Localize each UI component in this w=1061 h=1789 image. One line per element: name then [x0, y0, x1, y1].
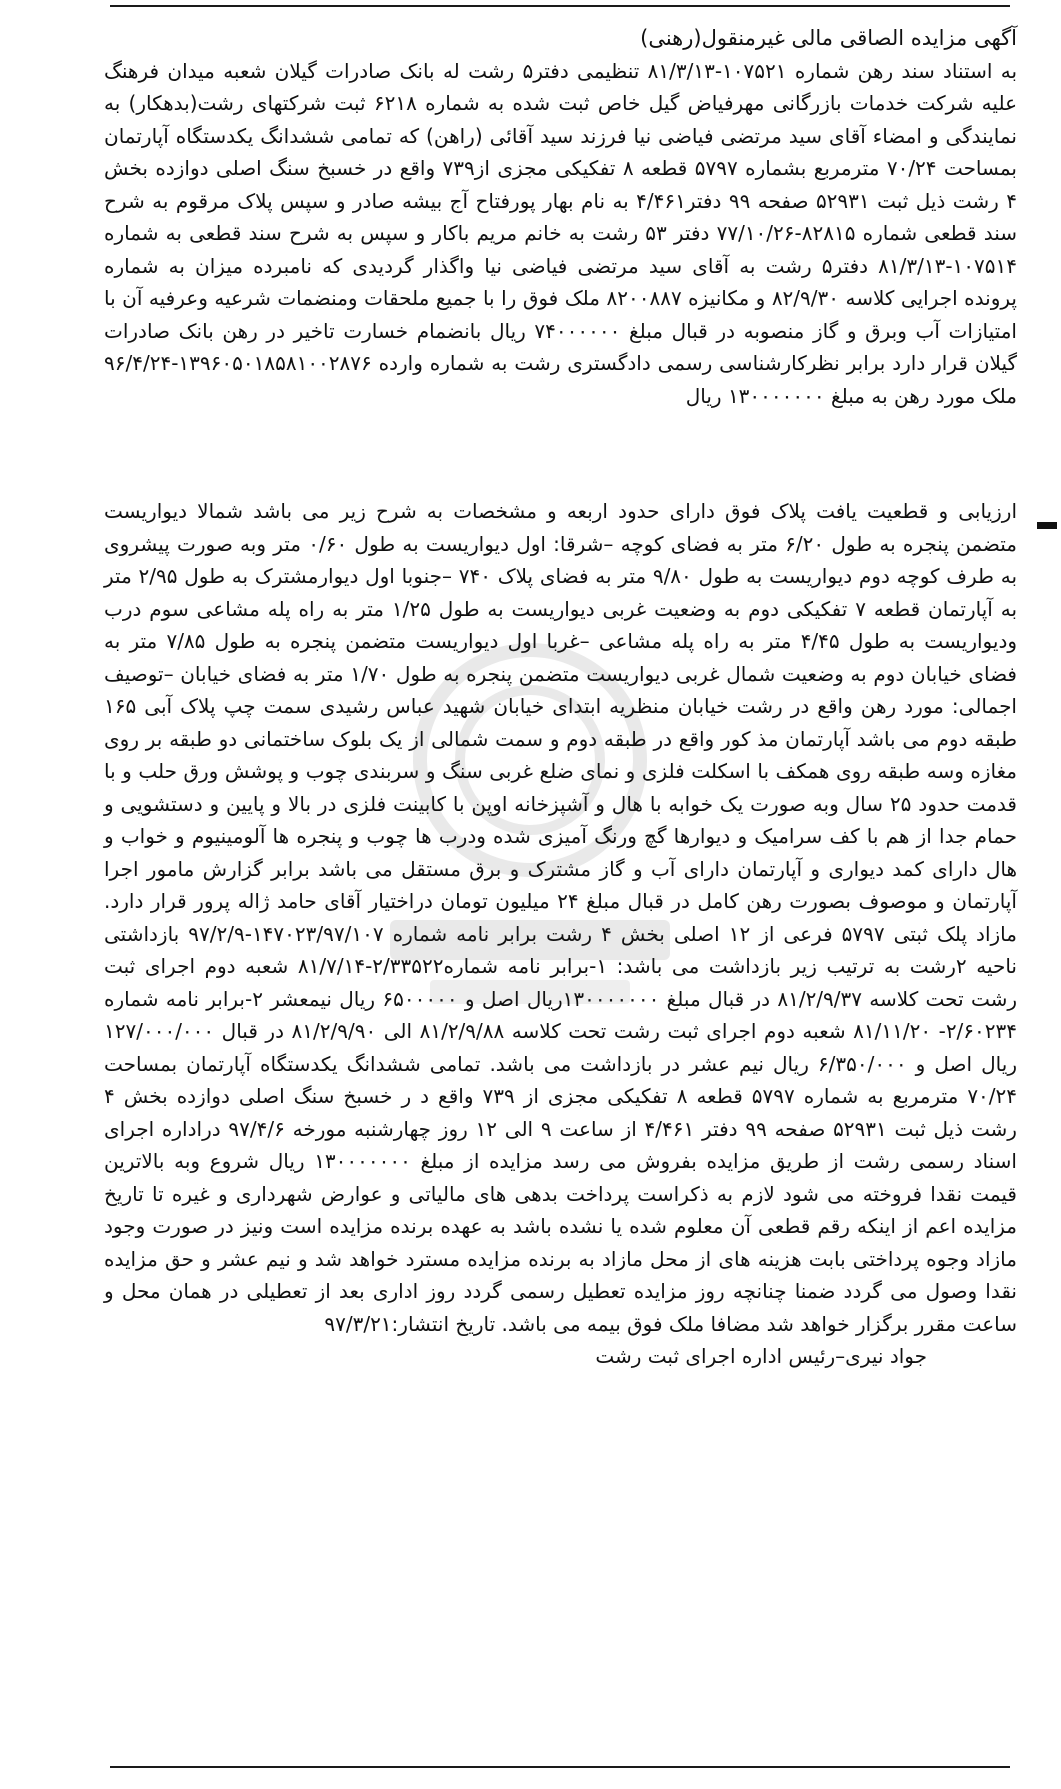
notice-body-column [104, 495, 1017, 1373]
notice-title: آگهی مزایده الصاقی مالی غیرمنقول(رهنی) [640, 26, 1017, 50]
notice-body-paragraph: ارزیابی و قطعیت یافت پلاک فوق دارای حدود اربعه و مشخصات به شرح زیر می باشد شمالا دیواریست متضمن پنجره به طول ۶/۲۰ متر به فضای کوچه –شرقا: اول دیواریست به طول ۰/۶۰ متر وبه صورت پیشروی به طرف کوچه دوم دیواریست به طول ۹/۸۰ متر به فضای پلاک ۷۴۰ –جنوبا اول دیوارمشترک به طول ۲/۹۵ متر به آپارتمان قطعه ۷ تفکیکی دوم به وضعیت غربی دیواریست به طول ۱/۲۵ متر به راه پله مشاعی سوم درب ودیواریست به طول ۴/۴۵ متر به راه پله مشاعی –غربا اول دیواریست متضمن پنجره به طول ۷/۸۵ متر به فضای خیابان دوم به وضعیت شمال غربی دیواریست متضمن پنجره به طول ۱/۷۰ متر به فضای خیابان –توصیف اجمالی: مورد رهن واقع در رشت خیابان منظریه ابتدای خیابان شهید عباس رشیدی سمت چپ پلاک آبی ۱۶۵ طبقه دوم می باشد آپارتمان مذ کور واقع در طبقه دوم و سمت شمالی از یک بلوک ساختمانی دو طبقه بر روی مغازه وسه طبقه روی همکف با اسکلت فلزی و نمای ضلع غربی سنگ و سربندی چوب و پوشش ورق حلب و با قدمت حدود ۲۵ سال وبه صورت یک خوابه با هال و آشپزخانه اوپن با کابینت فلزی در بالا و پایین و دستشویی و حمام جدا از هم با کف سرامیک و دیوارها گچ ورنگ آمیزی شده ودرب ها چوب و پنجره ها آلومینیوم و خواب و هال دارای کمد دیواری و آپارتمان دارای آب و گاز مشترک و برق مستقل می باشد برابر گزارش مامور اجرا آپارتمان و موصوف بصورت رهن کامل در قبال مبلغ ۲۴ میلیون تومان دراختیار آقای حامد ژاله پرور قرار دارد. مازاد پلک ثبتی ۵۷۹۷ فرعی از ۱۲ اصلی بخش ۴ رشت برابر نامه شماره ۱۴۷۰۲۳/۹۷/۱۰۷-۹۷/۲/۹ بازداشتی ناحیه ۲رشت به ترتیب زیر بازداشت می باشد: ۱-برابر نامه شماره۲/۳۳۵۲۲-۸۱/۷/۱۴ شعبه دوم اجرای ثبت رشت تحت کلاسه ۸۱/۲/۹/۳۷ در قبال مبلغ ۱۳۰۰۰۰۰۰۰ریال اصل و ۶۵۰۰۰۰۰ ریال نیمعشر ۲-برابر نامه شماره ۲/۶۰۲۳۴- ۸۱/۱۱/۲۰ شعبه دوم اجرای ثبت رشت تحت کلاسه ۸۱/۲/۹/۸۸ الی ۸۱/۲/۹/۹۰ در قبال ۱۲۷/۰۰۰/۰۰۰ ریال اصل و ۶/۳۵۰/۰۰۰ ریال نیم عشر در بازداشت می باشد. تمامی ششدانگ یکدستگاه آپارتمان بمساحت ۷۰/۲۴ مترمربع به شماره ۵۷۹۷ قطعه ۸ تفکیکی مجزی از ۷۳۹ واقع د ر خسبخ سنگ اصلی دوازده بخش ۴ رشت ذیل ثبت ۵۲۹۳۱ صفحه ۹۹ دفتر ۴/۴۶۱ از ساعت ۹ الی ۱۲ روز چهارشنبه مورخه ۹۷/۴/۶ دراداره اجرای اسناد رسمی رشت از طریق مزایده بفروش می رسد مزایده از مبلغ ۱۳۰۰۰۰۰۰۰ ریال شروع وبه بالاترین قیمت نقدا فروخته می شود لازم به ذکراست پرداخت بدهی های مالیاتی و عوارض شهرداری و غیره تا تاریخ مزایده اعم از اینکه رقم قطعی آن معلوم شده یا نشده باشد به عهده برنده مزایده است ونیز در صورت وجود مازاد وجوه پرداختی بابت هزینه های از محل مازاد به برنده مزایده مسترد خواهد شد و نیم عشر و حق مزایده نقدا وصول می گردد ضمنا چنانچه روز مزایده تعطیل رسمی گردد روز اداری بعد از تعطیلی در همان محل و ساعت مقرر برگزار خواهد شد مضافا ملک فوق بیمه می باشد. تاریخ انتشار:۹۷/۳/۲۱ [104, 499, 1018, 1336]
bottom-divider [110, 1766, 1010, 1768]
notice-intro-paragraph: به استناد سند رهن شماره ۱۰۷۵۲۱-۸۱/۳/۱۳ تنظیمی دفتر۵ رشت له بانک صادرات گیلان شعبه میدان فرهنگ علیه شرکت خدمات بازرگانی مهرفیاض گیل خاص ثبت شده به شماره ۶۲۱۸ ثبت شرکتهای رشت(بدهکار) به نمایندگی و امضاء آقای سید مرتضی فیاضی نیا فرزند سید آقائی (راهن) که تمامی ششدانگ یکدستگاه آپارتمان بمساحت ۷۰/۲۴ مترمربع بشماره ۵۷۹۷ قطعه ۸ تفکیکی مجزی از۷۳۹ واقع در خسبخ سنگ اصلی دوازده بخش ۴ رشت ذیل ثبت ۵۲۹۳۱ صفحه ۹۹ دفتر۴/۴۶۱ به نام بهار پورفتاح آج بیشه صادر و سپس پلاک مرقوم به شرح سند قطعی شماره ۸۲۸۱۵-۷۷/۱۰/۲۶ دفتر ۵۳ رشت به خانم مریم باکار و سپس به شرح سند قطعی به شماره ۱۰۷۵۱۴-۸۱/۳/۱۳ دفتر۵ رشت به آقای سید مرتضی فیاضی نیا واگذار گردیدی که نامبرده میزان به شماره پرونده اجرایی کلاسه ۸۲/۹/۳۰ و مکانیزه ۸۲۰۰۸۸۷ ملک فوق را با جمیع ملحقات ومنضمات شرعیه وعرفیه آن با امتیازات آب وبرق و گاز منصوبه در قبال مبلغ ۷۴۰۰۰۰۰۰ ریال بانضمام خسارت تاخیر در رهن بانک صادرات گیلان قرار دارد برابر نظرکارشناسی رسمی دادگستری رشت به شماره وارده ۱۳۹۶۰۵۰۱۸۵۸۱۰۰۲۸۷۶-۹۶/۴/۲۴ ملک مورد رهن به مبلغ ۱۳۰۰۰۰۰۰۰ ریال [104, 58, 1018, 408]
notice-header-column [104, 22, 1017, 412]
notice-signature: جواد نیری–رئیس اداره اجرای ثبت رشت [595, 1344, 927, 1368]
top-divider [110, 5, 1010, 7]
margin-marker [1037, 522, 1057, 529]
